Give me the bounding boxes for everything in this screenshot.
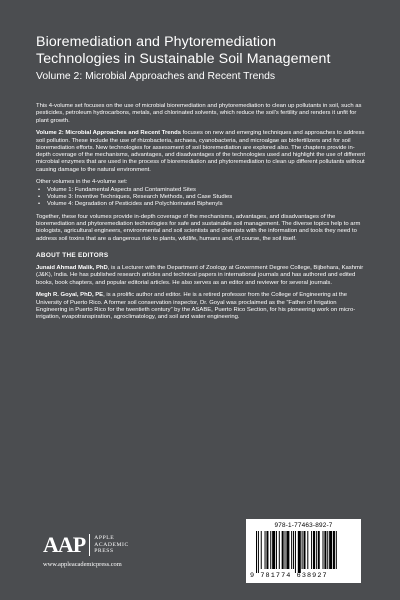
barcode-bar bbox=[302, 531, 303, 569]
publisher-name bbox=[94, 535, 129, 555]
list-item bbox=[36, 201, 366, 208]
barcode-bar bbox=[265, 531, 266, 569]
publisher-website: www.appleacademicpress.com bbox=[43, 561, 122, 568]
barcode-bar bbox=[295, 531, 296, 573]
barcode-bar bbox=[256, 531, 257, 573]
editor-2-name: Megh R. Goyal, PhD, PE bbox=[36, 292, 104, 299]
volume-1-item: Volume 1: Fundamental Aspects and Contaminated Sites bbox=[47, 186, 196, 193]
barcode-bar bbox=[276, 531, 277, 569]
title-line-2: Technologies in Sustainable Soil Management bbox=[36, 51, 331, 67]
barcode-bar bbox=[311, 531, 312, 569]
barcode-bar bbox=[282, 531, 284, 569]
aap-logo-mark: AAP bbox=[43, 532, 86, 557]
barcode-left-digits: 781774 bbox=[260, 572, 292, 580]
volume-description bbox=[36, 130, 366, 174]
editor-1-text: , is a Lecturer with the Department of Zoology at Government Degree College, Bijbehara, Kashmir (J&K), India. He has published research articles and technical papers in international journals and has authored and edited books, book chapters, and popular editorial articles. He also serves as an editor and reviewer for several journals. bbox=[36, 265, 364, 286]
barcode-bar bbox=[261, 531, 262, 569]
barcode-bar bbox=[270, 531, 271, 569]
barcode-bar bbox=[323, 531, 324, 569]
editor-1-name: Junaid Ahmad Malik, PhD bbox=[36, 265, 108, 271]
editors-heading: ABOUT THE EDITORS bbox=[36, 251, 109, 259]
bullet-icon: • bbox=[38, 193, 41, 200]
volume-3-item: Volume 3: Inventive Techniques, Research Methods, and Case Studies bbox=[47, 193, 233, 200]
editor-2-bio bbox=[36, 292, 366, 321]
isbn-barcode bbox=[246, 519, 361, 583]
bullet-icon: • bbox=[38, 201, 41, 207]
bullet-icon: • bbox=[38, 186, 41, 193]
barcode-digits bbox=[250, 572, 358, 580]
barcode-bar bbox=[266, 531, 268, 569]
other-volumes-intro: Other volumes in the 4-volume set: bbox=[36, 179, 128, 186]
barcode-bar bbox=[286, 531, 289, 569]
barcode-bar bbox=[324, 531, 326, 569]
logo-divider bbox=[89, 534, 90, 556]
volume-subtitle: Volume 2: Microbial Approaches and Recent Trends bbox=[36, 71, 276, 82]
together-paragraph: Together, these four volumes provide in-depth coverage of the mechanisms, advantages, and disadvantages of the bioremediation and phytoremediation technologies for safe and sustainable soil management. The diverse topics help to arm biologists, agricultural engineers, environmental and soil scientists and chemists with the information and tools they need to address soil toxins that are a dangerous risk to plants, wildlife, humans and, of course, the soil itself. bbox=[36, 213, 361, 242]
publisher-name-line-1: APPLE bbox=[94, 534, 115, 541]
blurb bbox=[36, 103, 366, 327]
isbn-number: 978-1-77463-892-7 bbox=[274, 522, 333, 529]
barcode-bar bbox=[279, 531, 280, 569]
barcode-bar bbox=[307, 531, 308, 569]
barcode-first-digit: 9 bbox=[250, 572, 256, 580]
list-item bbox=[36, 187, 366, 194]
publisher-name-line-2: ACADEMIC bbox=[94, 541, 129, 548]
barcode-bar bbox=[327, 531, 328, 569]
barcode-bar bbox=[313, 531, 315, 569]
barcode-bar bbox=[329, 531, 332, 569]
barcode-bar bbox=[285, 531, 286, 569]
barcode-bar bbox=[258, 531, 259, 573]
barcode-bar bbox=[333, 531, 335, 569]
volume-4-item: Volume 4: Degradation of Pesticides and Polychlorinated Biphenyls bbox=[47, 201, 223, 207]
intro-paragraph: This 4-volume set focuses on the use of microbial bioremediation and phytoremediation to clean up pollutants in soil, such as pesticides, petroleum hydrocarbons, metals, and chlorinated solvents, which reduce the soil's fertility and renders it unfit for plant growth. bbox=[36, 103, 362, 124]
barcode-bar bbox=[298, 531, 301, 573]
editor-2-text: , is a prolific author and editor. He is a retired professor from the College of Engineering at the University of Puerto Rico. A former soil conservation inspector, Dr. Goyal was proclaimed as the “Father of Irrigation Engineering in Puerto Rico for the twentieth century” by the ASABE, Puerto Rico Section, for his pioneering work on micro-irrigation, evapotranspiration, agroclimatology, and soil and water engineering. bbox=[36, 292, 356, 320]
barcode-bar bbox=[293, 531, 294, 569]
barcode-bar bbox=[318, 531, 320, 569]
volume-description-text: focuses on new and emerging techniques and approaches to address soil pollution. These include the use of rhizobacteria, archaea, cyanobacteria, and microalgae as biofertilizers and for soil bioremediation efforts. New technologies for assessment of soil bioremediation are explored also. The chapters provide in-depth coverage of the mechanisms, advantages, and disadvantages of the technologies used and highlight the use of different microbial enzymes that are used in the process of bioremediation and phytoremediation to clean up different pollutants without causing damage to the natural environment. bbox=[36, 130, 366, 173]
barcode-bar bbox=[336, 531, 337, 569]
barcode-bar bbox=[304, 531, 306, 569]
barcode-bar bbox=[272, 531, 275, 569]
barcode-bar bbox=[291, 531, 292, 569]
publisher-logo bbox=[43, 533, 129, 557]
publisher-name-line-3: PRESS bbox=[94, 548, 114, 555]
editor-1-bio bbox=[36, 265, 366, 287]
barcode-bar bbox=[316, 531, 317, 569]
title-line-1: Bioremediation and Phytoremediation bbox=[36, 34, 277, 50]
book-title bbox=[36, 34, 376, 68]
volume-description-lead: Volume 2: Microbial Approaches and Recent Trends bbox=[36, 130, 182, 137]
barcode-right-digits: 638927 bbox=[296, 572, 328, 580]
other-volumes-list bbox=[36, 187, 366, 209]
barcode-bars bbox=[254, 531, 353, 573]
list-item bbox=[36, 194, 366, 201]
